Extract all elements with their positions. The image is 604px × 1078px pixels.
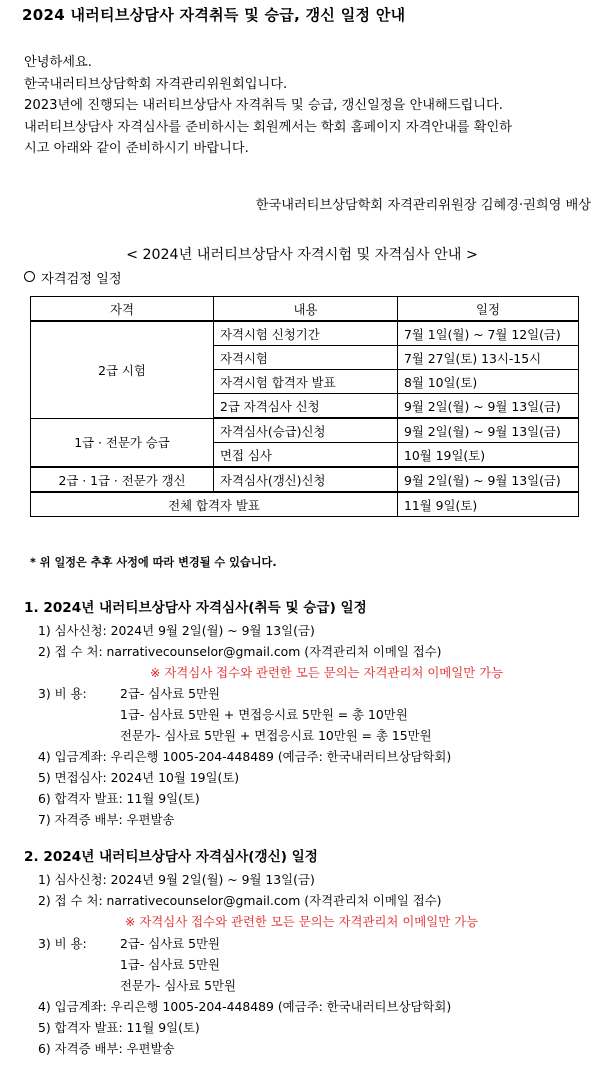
- table-row: [31, 492, 579, 517]
- table-row: [31, 321, 579, 346]
- row-content: 자격시험: [214, 346, 398, 370]
- section2-apply: 1) 심사신청: 2024년 9월 2일(월) ~ 9월 13일(금): [38, 872, 315, 887]
- section1-account: 4) 입금계좌: 우리은행 1005-204-448489 (예금주: 한국내러티브상담학회): [38, 749, 452, 764]
- row-date: 8월 10일(토): [398, 370, 579, 394]
- row-date: 11월 9일(토): [398, 492, 579, 517]
- row-date: 10월 19일(토): [398, 443, 579, 468]
- intro-line: 내러티브상담사 자격심사를 준비하시는 회원께서는 학회 홈페이지 자격안내를 확인하: [24, 119, 512, 135]
- table-header-row: [31, 297, 579, 322]
- row-date: 9월 2일(월) ~ 9월 13일(금): [398, 467, 579, 492]
- page-title: 2024 내러티브상담사 자격취득 및 승급, 갱신 일정 안내: [22, 6, 406, 24]
- section1-submit: 2) 접 수 처: narrativecounselor@gmail.com (자격관리처 이메일 접수): [38, 644, 442, 659]
- row-content: 2급 자격심사 신청: [214, 394, 398, 419]
- section1-title: 1. 2024년 내러티브상담사 자격심사(취득 및 승급) 일정: [24, 600, 367, 616]
- schedule-table: [30, 296, 579, 517]
- intro-paragraph: [24, 52, 594, 160]
- row-date: 7월 27일(토) 13시-15시: [398, 346, 579, 370]
- section2-fee-expert: 전문가- 심사료 5만원: [120, 978, 236, 993]
- header-content: 내용: [214, 297, 398, 322]
- section2-submit: 2) 접 수 처: narrativecounselor@gmail.com (자격관리처 이메일 접수): [38, 893, 442, 908]
- row-date: 7월 1일(월) ~ 7월 12일(금): [398, 321, 579, 346]
- intro-line: 한국내러티브상담학회 자격관리위원회입니다.: [24, 76, 288, 92]
- section1-cert: 7) 자격증 배부: 우편발송: [38, 812, 175, 827]
- section1-fee-label: 3) 비 용:: [38, 686, 87, 701]
- section1-interview: 5) 면접심사: 2024년 10월 19일(토): [38, 770, 240, 785]
- table-row: [31, 467, 579, 492]
- section1-fee-expert: 전문가- 심사료 5만원 + 면접응시료 10만원 = 총 15만원: [120, 728, 432, 743]
- schedule-subhead-label: 자격검정 일정: [41, 272, 122, 287]
- row-content: 면접 심사: [214, 443, 398, 468]
- row-content: 자격심사(승급)신청: [214, 418, 398, 443]
- table-row: [31, 418, 579, 443]
- row-date: 9월 2일(월) ~ 9월 13일(금): [398, 394, 579, 419]
- signature: 한국내러티브상담학회 자격관리위원장 김혜경·권희영 배상: [255, 198, 591, 213]
- section1-submit-note: ※ 자격심사 접수와 관련한 모든 문의는 자격관리처 이메일만 가능: [150, 665, 504, 680]
- section2-fee-2nd: 2급- 심사료 5만원: [120, 936, 220, 951]
- section2-result: 5) 합격자 발표: 11월 9일(토): [38, 1020, 200, 1035]
- row-content: 자격시험 신청기간: [214, 321, 398, 346]
- group-2nd-exam: 2급 시험: [31, 321, 214, 418]
- row-date: 9월 2일(월) ~ 9월 13일(금): [398, 418, 579, 443]
- group-promotion: 1급 · 전문가 승급: [31, 418, 214, 467]
- section1-result: 6) 합격자 발표: 11월 9일(토): [38, 791, 200, 806]
- header-date: 일정: [398, 297, 579, 322]
- section2-submit-note: ※ 자격심사 접수와 관련한 모든 문의는 자격관리처 이메일만 가능: [125, 914, 479, 929]
- section2-fee-1st: 1급- 심사료 5만원: [120, 957, 220, 972]
- section1-apply: 1) 심사신청: 2024년 9월 2일(월) ~ 9월 13일(금): [38, 623, 315, 638]
- intro-greeting: 안녕하세요.: [24, 55, 92, 70]
- header-qualification: 자격: [31, 297, 214, 322]
- group-renewal: 2급 · 1급 · 전문가 갱신: [31, 467, 214, 492]
- section1-fee-1st: 1급- 심사료 5만원 + 면접응시료 5만원 = 총 10만원: [120, 707, 408, 722]
- final-announcement: 전체 합격자 발표: [31, 492, 398, 517]
- intro-line: 2023년에 진행되는 내러티브상담사 자격취득 및 승급, 갱신일정을 안내해드립니다.: [24, 98, 503, 113]
- circle-bullet-icon: [24, 271, 35, 282]
- intro-line: 시고 아래와 같이 준비하시기 바랍니다.: [24, 141, 249, 156]
- section2-cert: 6) 자격증 배부: 우편발송: [38, 1041, 175, 1056]
- row-content: 자격시험 합격자 발표: [214, 370, 398, 394]
- section1-fee-2nd: 2급- 심사료 5만원: [120, 686, 220, 701]
- section2-account: 4) 입금계좌: 우리은행 1005-204-448489 (예금주: 한국내러티브상담학회): [38, 999, 452, 1014]
- schedule-title: < 2024년 내러티브상담사 자격시험 및 자격심사 안내 >: [126, 247, 478, 263]
- schedule-note: * 위 일정은 추후 사정에 따라 변경될 수 있습니다.: [30, 556, 277, 569]
- schedule-subhead: [24, 268, 122, 287]
- section2-title: 2. 2024년 내러티브상담사 자격심사(갱신) 일정: [24, 849, 318, 865]
- section2-fee-label: 3) 비 용:: [38, 936, 87, 951]
- row-content: 자격심사(갱신)신청: [214, 467, 398, 492]
